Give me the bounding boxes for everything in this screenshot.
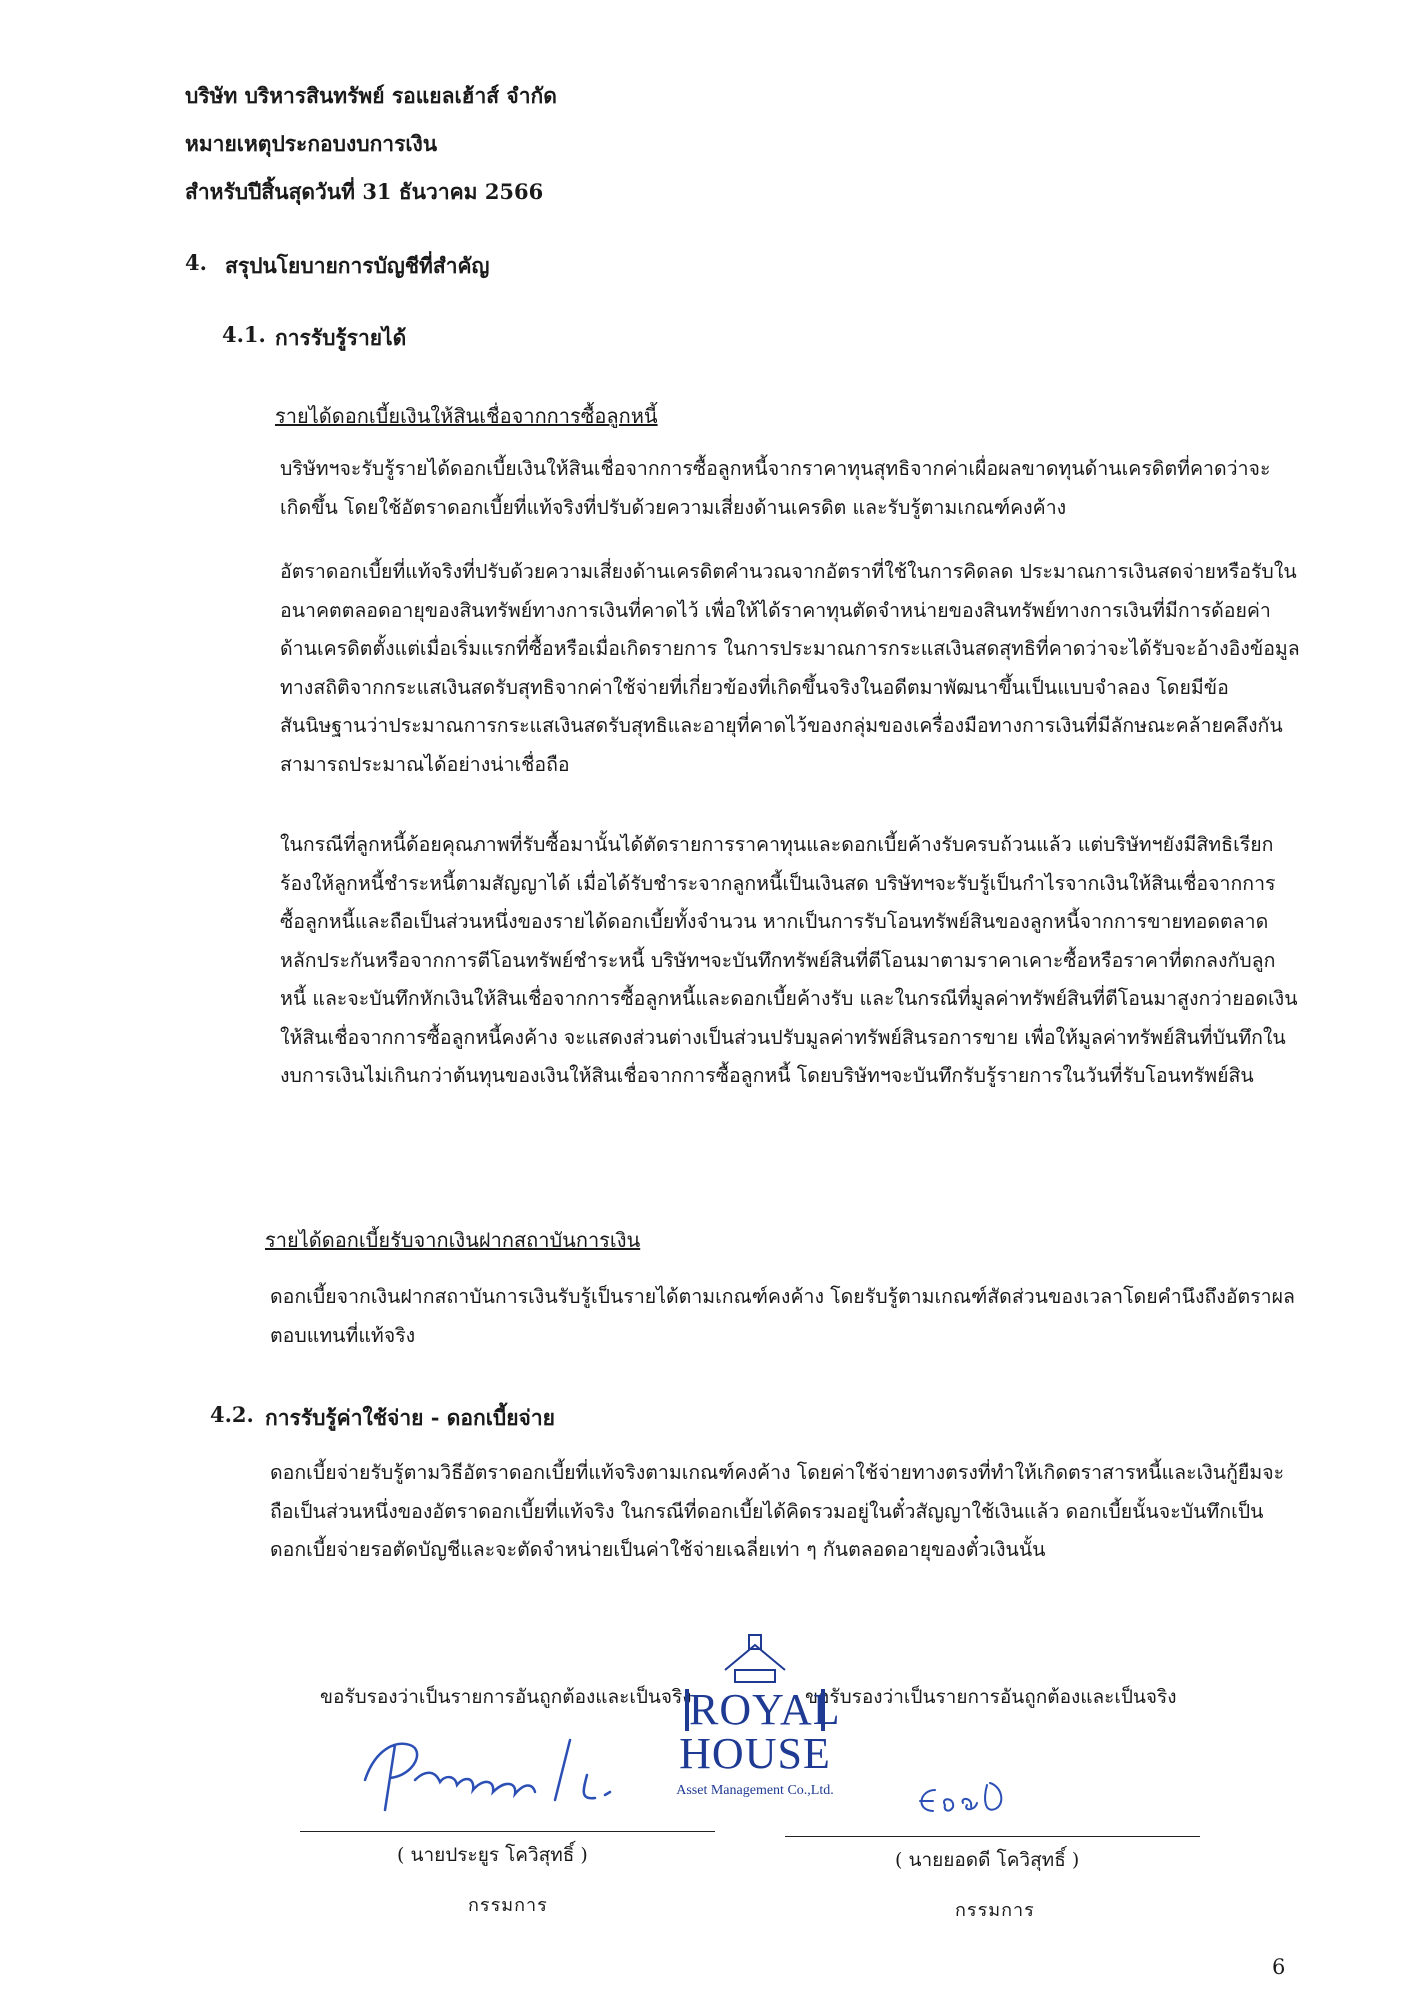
period: สำหรับปีสิ้นสุดวันที่ 31 ธันวาคม 2566: [185, 179, 544, 204]
section-4-title: สรุปนโยบายการบัญชีที่สำคัญ: [225, 253, 490, 278]
house-icon: [655, 1625, 855, 1685]
signer-right-name: ( นายยอดดี โควิสุทธิ์ ): [895, 1849, 1080, 1871]
paragraph-deposit-interest: ดอกเบี้ยจากเงินฝากสถาบันการเงินรับรู้เป็นรายได้ตามเกณฑ์คงค้าง โดยรับรู้ตามเกณฑ์สัดส่วนของเวลาโดยคำนึงถึงอัตราผลตอบแทนที่แท้จริง: [270, 1285, 1295, 1347]
company-logo: [655, 1625, 855, 1815]
logo-subtitle: Asset Management Co.,Ltd.: [676, 1783, 834, 1798]
signer-right-role: กรรมการ: [955, 1900, 1035, 1921]
certification-left: ขอรับรองว่าเป็นรายการอันถูกต้องและเป็นจริง: [320, 1686, 692, 1708]
signature-line-left: [300, 1831, 715, 1832]
page-number: 6: [1272, 1955, 1286, 1979]
section-4-number: 4.: [185, 250, 207, 275]
document-title: หมายเหตุประกอบงบการเงิน: [185, 131, 438, 156]
section-4-1-title: การรับรู้รายได้: [275, 325, 407, 350]
signer-left-name: ( นายประยูร โควิสุทธิ์ ): [397, 1844, 588, 1866]
sub-heading-deposit-interest: รายได้ดอกเบี้ยรับจากเงินฝากสถาบันการเงิน: [265, 1228, 641, 1252]
section-4-2-title: การรับรู้ค่าใช้จ่าย - ดอกเบี้ยจ่าย: [265, 1405, 555, 1430]
section-4-2-number: 4.2.: [210, 1402, 254, 1427]
logo-royal: ROYAL: [685, 1689, 825, 1731]
logo-house: HOUSE: [679, 1729, 831, 1778]
company-name: บริษัท บริหารสินทรัพย์ รอแยลเฮ้าส์ จำกัด: [185, 83, 557, 108]
section-4-1-number: 4.1.: [222, 322, 266, 347]
paragraph-loan-interest-2: อัตราดอกเบี้ยที่แท้จริงที่ปรับด้วยความเสี่ยงด้านเครดิตคำนวณจากอัตราที่ใช้ในการคิดลด ประมาณการเงินสดจ่ายหรือรับในอนาคตตลอดอายุของสินทรัพย์ทางการเงินที่คาดไว้ เพื่อให้ได้ราคาทุนตัดจำหน่ายของสินทรัพย์ทางการเงินที่มีการด้อยค่าด้านเครดิตตั้งแต่เมื่อเริ่มแรกที่ซื้อหรือเมื่อเกิดรายการ ในการประมาณการกระแสเงินสดสุทธิที่คาดว่าจะได้รับจะอ้างอิงข้อมูลทางสถิติจากกระแสเงินสดรับสุทธิจากค่าใช้จ่ายที่เกี่ยวข้องที่เกิดขึ้นจริงในอดีตมาพัฒนาขึ้นเป็นแบบจำลอง โดยมีข้อสันนิษฐานว่าประมาณการกระแสเงินสดรับสุทธิและอายุที่คาดไว้ของกลุ่มของเครื่องมือทางการเงินที่มีลักษณะคล้ายคลึงกันสามารถประมาณได้อย่างน่าเชื่อถือ: [280, 560, 1300, 776]
signer-left-role: กรรมการ: [468, 1895, 548, 1916]
sub-heading-loan-interest: รายได้ดอกเบี้ยเงินให้สินเชื่อจากการซื้อลูกหนี้: [275, 404, 658, 428]
signature-left: [355, 1720, 625, 1820]
paragraph-interest-expense: ดอกเบี้ยจ่ายรับรู้ตามวิธีอัตราดอกเบี้ยที่แท้จริงตามเกณฑ์คงค้าง โดยค่าใช้จ่ายทางตรงที่ทำให้เกิดตราสารหนี้และเงินกู้ยืมจะถือเป็นส่วนหนึ่งของอัตราดอกเบี้ยที่แท้จริง ในกรณีที่ดอกเบี้ยได้คิดรวมอยู่ในตั๋วสัญญาใช้เงินแล้ว ดอกเบี้ยนั้นจะบันทึกเป็นดอกเบี้ยจ่ายรอตัดบัญชีและจะตัดจำหน่ายเป็นค่าใช้จ่ายเฉลี่ยเท่า ๆ กันตลอดอายุของตั๋วเงินนั้น: [270, 1461, 1285, 1561]
paragraph-loan-interest-3: ในกรณีที่ลูกหนี้ด้อยคุณภาพที่รับซื้อมานั้นได้ตัดรายการราคาทุนและดอกเบี้ยค้างรับครบถ้วนแล้ว แต่บริษัทฯยังมีสิทธิเรียกร้องให้ลูกหนี้ชำระหนี้ตามสัญญาได้ เมื่อได้รับชำระจากลูกหนี้เป็นเงินสด บริษัทฯจะรับรู้เป็นกำไรจากเงินให้สินเชื่อจากการซื้อลูกหนี้และถือเป็นส่วนหนึ่งของรายได้ดอกเบี้ยทั้งจำนวน หากเป็นการรับโอนทรัพย์สินของลูกหนี้จากการขายทอดตลาดหลักประกันหรือจากการตีโอนทรัพย์ชำระหนี้ บริษัทฯจะบันทึกทรัพย์สินที่ตีโอนมาตามราคาเคาะซื้อหรือราคาที่ตกลงกับลูกหนี้ และจะบันทึกหักเงินให้สินเชื่อจากการซื้อลูกหนี้และดอกเบี้ยค้างรับ และในกรณีที่มูลค่าทรัพย์สินที่ตีโอนมาสูงกว่ายอดเงินให้สินเชื่อจากการซื้อลูกหนี้คงค้าง จะแสดงส่วนต่างเป็นส่วนปรับมูลค่าทรัพย์สินรอการขาย เพื่อให้มูลค่าทรัพย์สินที่บันทึกในงบการเงินไม่เกินกว่าต้นทุนของเงินให้สินเชื่อจากการซื้อลูกหนี้ โดยบริษัทฯจะบันทึกรับรู้รายการในวันที่รับโอนทรัพย์สิน: [280, 833, 1298, 1087]
paragraph-loan-interest-1: บริษัทฯจะรับรู้รายได้ดอกเบี้ยเงินให้สินเชื่อจากการซื้อลูกหนี้จากราคาทุนสุทธิจากค่าเผื่อผลขาดทุนด้านเครดิตที่คาดว่าจะเกิดขึ้น โดยใช้อัตราดอกเบี้ยที่แท้จริงที่ปรับด้วยความเสี่ยงด้านเครดิต และรับรู้ตามเกณฑ์คงค้าง: [280, 457, 1271, 519]
signature-line-right: [785, 1836, 1200, 1837]
certification-right: ขอรับรองว่าเป็นรายการอันถูกต้องและเป็นจริง: [805, 1686, 1177, 1708]
signature-right: [905, 1775, 1025, 1825]
